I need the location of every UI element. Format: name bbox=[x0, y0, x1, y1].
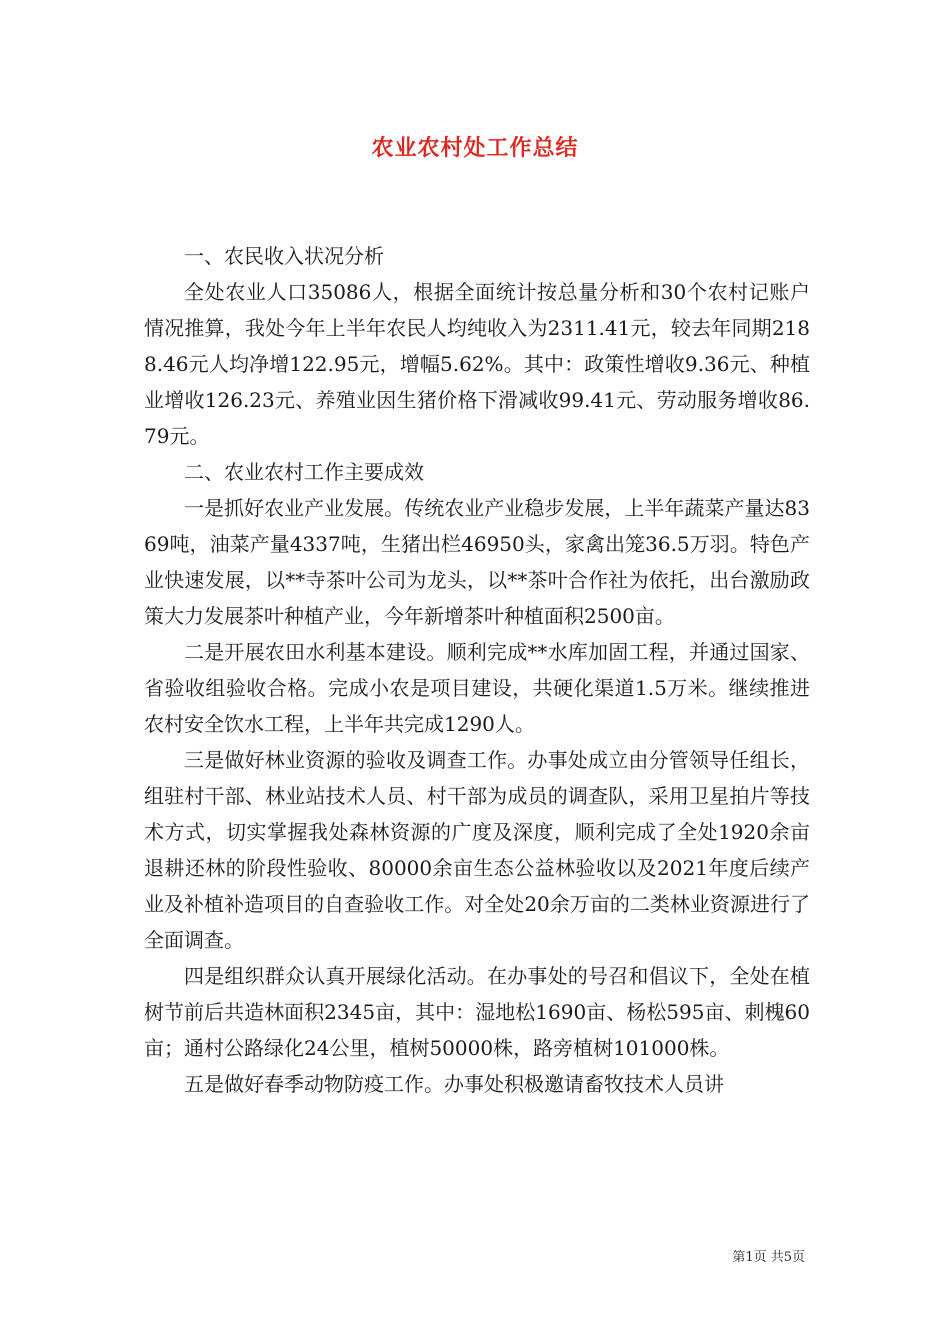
section-heading: 二、农业农村工作主要成效 bbox=[184, 460, 424, 484]
paragraph: 五是做好春季动物防疫工作。办事处积极邀请畜牧技术人员讲 bbox=[184, 1072, 724, 1096]
document-title: 农业农村处工作总结 bbox=[371, 136, 579, 161]
page-number: 第1页 共5页 bbox=[732, 1250, 805, 1265]
section-heading: 一、农民收入状况分析 bbox=[184, 244, 384, 268]
paragraph: 二是开展农田水利基本建设。顺利完成**水库加固工程，并通过国家、省验收组验收合格。完成小农是项目建设，共硬化渠道1.5万米。继续推进农村安全饮水工程，上半年共完成1290人。 bbox=[144, 640, 810, 736]
paragraph: 全处农业人口35086人，根据全面统计按总量分析和30个农村记账户情况推算，我处今年上半年农民人均纯收入为2311.41元，较去年同期2188.46元人均净增122.95元，增幅5.62%。其中：政策性增收9.36元、种植业增收126.23元、养殖业因生猪价格下滑减收99.41元、劳动服务增收86.79元。 bbox=[144, 280, 810, 448]
paragraph: 一是抓好农业产业发展。传统农业产业稳步发展，上半年蔬菜产量达8369吨，油菜产量4337吨，生猪出栏46950头，家禽出笼36.5万羽。特色产业快速发展，以**寺茶叶公司为龙头，以**茶叶合作社为依托，出台激励政策大力发展茶叶种植产业，今年新增茶叶种植面积2500亩。 bbox=[144, 496, 810, 628]
paragraph: 三是做好林业资源的验收及调查工作。办事处成立由分管领导任组长，组驻村干部、林业站技术人员、村干部为成员的调查队，采用卫星拍片等技术方式，切实掌握我处森林资源的广度及深度，顺利完成了全处1920余亩退耕还林的阶段性验收、80000余亩生态公益林验收以及2021年度后续产业及补植补造项目的自查验收工作。对全处20余万亩的二类林业资源进行了全面调查。 bbox=[144, 748, 810, 952]
paragraph: 四是组织群众认真开展绿化活动。在办事处的号召和倡议下，全处在植树节前后共造林面积2345亩，其中：湿地松1690亩、杨松595亩、刺槐60亩；通村公路绿化24公里，植树50000株，路旁植树101000株。 bbox=[144, 964, 810, 1060]
document-body bbox=[144, 238, 810, 1102]
